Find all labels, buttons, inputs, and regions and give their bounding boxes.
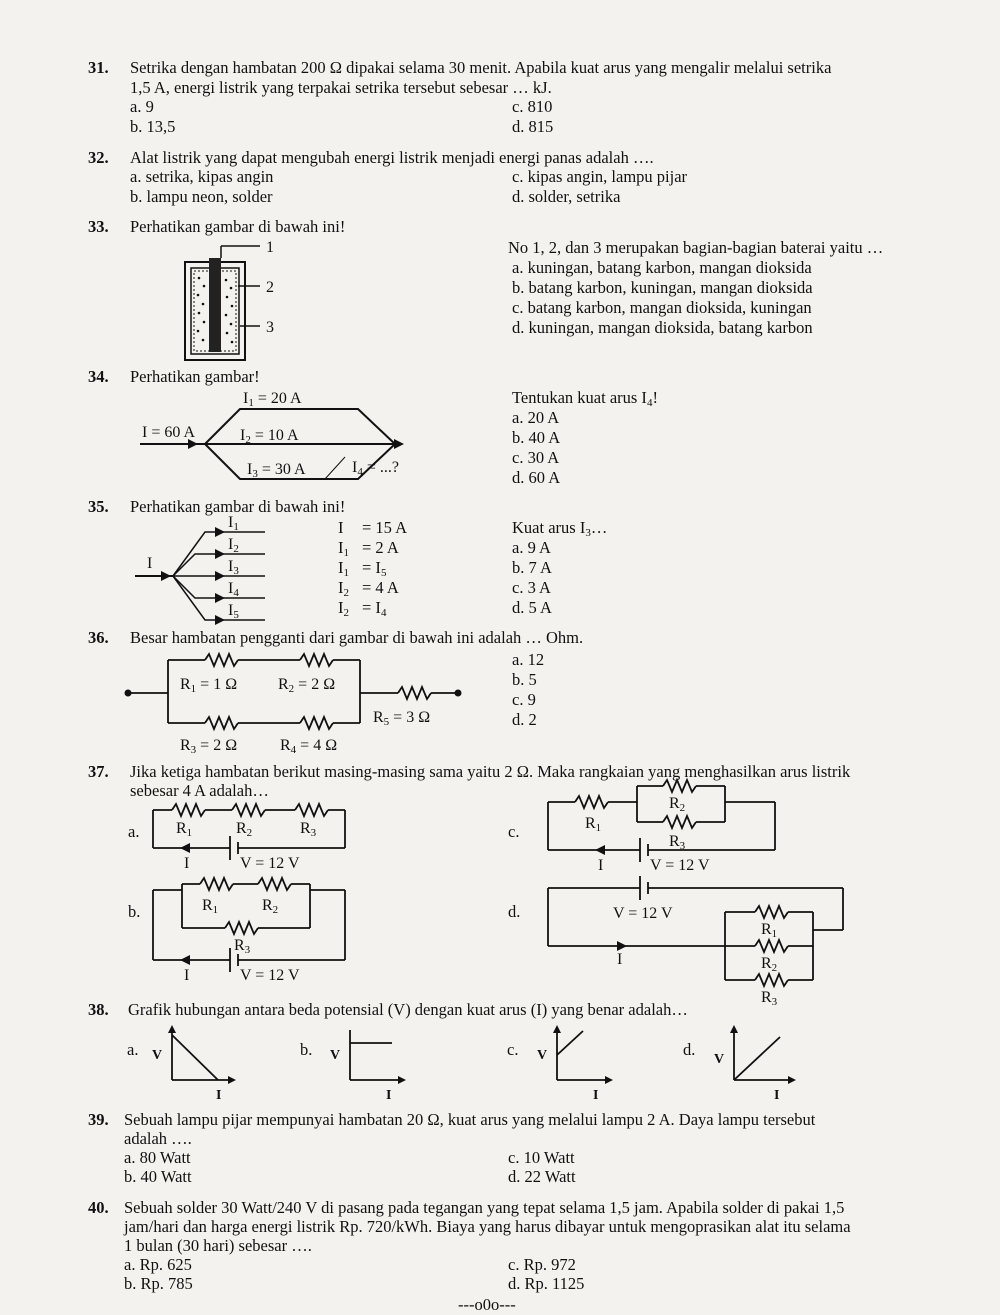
q31-option-d[interactable]: d. 815: [512, 117, 554, 136]
q37d-R3: R: [761, 989, 772, 1006]
svg-text:R5 = 3 Ω: [373, 709, 430, 728]
q34-option-c[interactable]: c. 30 A: [512, 448, 560, 467]
branch-I1: I: [228, 514, 234, 531]
svg-text:I3: [228, 558, 239, 577]
svg-text:R3: [761, 989, 778, 1008]
label-I-main: I: [147, 555, 153, 572]
q33-option-c[interactable]: c. batang karbon, mangan dioksida, kuningan: [512, 298, 812, 317]
q36-option-d[interactable]: d. 2: [512, 710, 537, 729]
branch-I2-sub: 2: [233, 543, 239, 555]
question-33-number: 33.: [88, 217, 109, 236]
branch-I4: I: [228, 580, 234, 597]
svg-text:R2: [236, 820, 252, 839]
q37b-R3: R: [234, 937, 245, 954]
q33-option-a[interactable]: a. kuningan, batang karbon, mangan dioksida: [512, 258, 812, 277]
question-34-number: 34.: [88, 367, 109, 386]
q37-option-b[interactable]: b.: [128, 902, 141, 921]
label-R2: R: [278, 676, 289, 693]
q38a-I: I: [216, 1088, 222, 1103]
current-junction-diagram: [140, 385, 420, 490]
q37c-circuit[interactable]: [545, 782, 780, 877]
q37c-R1: R: [585, 815, 596, 832]
q37b-V: V = 12 V: [240, 967, 300, 984]
q34-option-d[interactable]: d. 60 A: [512, 468, 561, 487]
q38d-I: I: [774, 1088, 780, 1103]
q38-option-d[interactable]: d.: [683, 1040, 696, 1059]
q37d-V: V = 12 V: [613, 905, 673, 922]
question-32-text: Alat listrik yang dapat mengubah energi listrik menjadi energi panas adalah ….: [130, 148, 654, 167]
svg-text:R3 = 2 Ω: [180, 737, 237, 756]
label-I1-value: = 20 A: [253, 390, 302, 407]
q37a-R2-sub: 2: [246, 827, 253, 839]
svg-text:I1 = 20 A: [243, 390, 302, 409]
q38b-I: I: [386, 1088, 392, 1103]
question-39-text: Sebuah lampu pijar mempunyai hambatan 20 Ω, kuat arus yang melalui lampu 2 A. Daya lampu tersebut: [124, 1110, 816, 1129]
label-R4: R: [280, 737, 291, 754]
q38d-V: V: [714, 1052, 725, 1067]
svg-text:R3: [234, 937, 251, 956]
q37c-R3: R: [669, 833, 680, 850]
q37a-circuit[interactable]: [150, 800, 350, 875]
q32-option-a[interactable]: a. setrika, kipas angin: [130, 167, 274, 186]
svg-text:R1: [585, 815, 601, 834]
svg-text:I3 = 30 A: [247, 461, 306, 480]
q37d-circuit[interactable]: [545, 878, 850, 1008]
label-I2-value: = 10 A: [250, 427, 299, 444]
q37b-R2: R: [262, 897, 273, 914]
q37d-I: I: [617, 951, 623, 968]
label-I1-sub: 1: [248, 397, 254, 409]
svg-text:R2: [761, 955, 777, 974]
label-I4-sub: 4: [357, 466, 363, 478]
svg-text:I1: [228, 514, 239, 533]
q37b-R1-sub: 1: [212, 904, 219, 916]
question-40-number: 40.: [88, 1198, 109, 1217]
question-32-number: 32.: [88, 148, 109, 167]
q35-option-a[interactable]: a. 9 A: [512, 538, 551, 557]
q37a-R3: R: [300, 820, 311, 837]
svg-text:R2: [669, 795, 685, 814]
q37c-R2: R: [669, 795, 680, 812]
q37d-R1-sub: 1: [771, 928, 778, 940]
branch-I3-sub: 3: [233, 565, 239, 577]
q37a-V: V = 12 V: [240, 855, 300, 872]
svg-text:R1: [761, 921, 777, 940]
label-R4-value: = 4 Ω: [296, 737, 338, 754]
battery-label-3: 3: [266, 319, 274, 336]
branch-I4-sub: 4: [233, 587, 239, 599]
resistor-network-diagram: [120, 648, 480, 758]
q40-option-d[interactable]: d. Rp. 1125: [508, 1274, 585, 1293]
question-34-text: Perhatikan gambar!: [130, 367, 260, 386]
q37d-R3-sub: 3: [771, 996, 778, 1008]
label-R2-value: = 2 Ω: [294, 676, 336, 693]
label-I3-sub: 3: [252, 468, 258, 480]
svg-text:R4 = 4 Ω: [280, 737, 337, 756]
given-4: $I_2$ = 4 A: [338, 578, 399, 599]
label-R5-value: = 3 Ω: [389, 709, 431, 726]
question-38-text: Grafik hubungan antara beda potensial (V) dengan kuat arus (I) yang benar adalah…: [128, 1000, 688, 1019]
q37c-R2-sub: 2: [679, 802, 686, 814]
given-2: $I_1$ = 2 A: [338, 538, 399, 559]
question-35-side-text: Kuat arus $I_3\dots$: [512, 518, 608, 539]
q37b-R1: R: [202, 897, 213, 914]
question-39-text-2: adalah ….: [124, 1129, 192, 1148]
page-footer: ---o0o---: [458, 1295, 516, 1314]
q35-option-b[interactable]: b. 7 A: [512, 558, 552, 577]
label-R2-sub: 2: [288, 683, 295, 695]
q37a-R1-sub: 1: [186, 827, 193, 839]
q39-option-b[interactable]: b. 40 Watt: [124, 1167, 192, 1186]
svg-text:R1: [202, 897, 218, 916]
q40-option-c[interactable]: c. Rp. 972: [508, 1255, 576, 1274]
q37b-R2-sub: 2: [272, 904, 279, 916]
label-R3: R: [180, 737, 191, 754]
q37b-circuit[interactable]: [150, 880, 350, 985]
q32-option-d[interactable]: d. solder, setrika: [512, 187, 621, 206]
q38c-I: I: [593, 1088, 599, 1103]
q38-option-a[interactable]: a.: [127, 1040, 139, 1059]
q37c-R1-sub: 1: [595, 822, 602, 834]
label-I-total: I = 60 A: [142, 424, 196, 441]
q33-option-d[interactable]: d. kuningan, mangan dioksida, batang karbon: [512, 318, 813, 337]
question-40-text-2: jam/hari dan harga energi listrik Rp. 720/kWh. Biaya yang harus dibayar untuk mengoprasikan alat itu selama: [124, 1217, 851, 1236]
q37-option-a[interactable]: a.: [128, 822, 140, 841]
branch-current-diagram: [135, 510, 275, 625]
q37a-R3-sub: 3: [310, 827, 317, 839]
q33-option-b[interactable]: b. batang karbon, kuningan, mangan dioksida: [512, 278, 813, 297]
q38d-graph[interactable]: [712, 1025, 802, 1103]
question-40-text: Sebuah solder 30 Watt/240 V di pasang pada tegangan yang tepat selama 1,5 jam. Apabila solder di pakai 1,5: [124, 1198, 845, 1217]
question-35-text: Perhatikan gambar di bawah ini!: [130, 497, 346, 516]
question-31-text: Setrika dengan hambatan 200 Ω dipakai selama 30 menit. Apabila kuat arus yang mengalir melalui setrika: [130, 58, 832, 77]
svg-text:I4: [228, 580, 239, 599]
q38b-graph[interactable]: [330, 1025, 420, 1103]
q39-option-d[interactable]: d. 22 Watt: [508, 1167, 576, 1186]
q35-option-d[interactable]: d. 5 A: [512, 598, 552, 617]
given-3: $I_1$ = $I_5$: [338, 558, 387, 579]
label-R5-sub: 5: [383, 716, 390, 728]
q37c-V: V = 12 V: [650, 857, 710, 874]
q40-option-b[interactable]: b. Rp. 785: [124, 1274, 193, 1293]
question-36-text: Besar hambatan pengganti dari gambar di bawah ini adalah … Ohm.: [130, 628, 584, 647]
question-34-side-text: Tentukan kuat arus $I_4$!: [512, 388, 658, 409]
question-33-text: Perhatikan gambar di bawah ini!: [130, 217, 346, 236]
q36-option-a[interactable]: a. 12: [512, 650, 545, 669]
branch-I5-sub: 5: [233, 609, 239, 621]
label-R5: R: [373, 709, 384, 726]
q37a-I: I: [184, 855, 190, 872]
branch-I5: I: [228, 602, 234, 619]
svg-text:R1: [176, 820, 192, 839]
label-R1-value: = 1 Ω: [196, 676, 238, 693]
svg-text:R3: [300, 820, 317, 839]
battery-label-2: 2: [266, 279, 274, 296]
label-R3-sub: 3: [190, 744, 197, 756]
q40-option-a[interactable]: a. Rp. 625: [124, 1255, 192, 1274]
svg-text:I2: [228, 536, 239, 555]
branch-I2: I: [228, 536, 234, 553]
question-39-number: 39.: [88, 1110, 109, 1129]
q37d-R2-sub: 2: [771, 962, 778, 974]
label-I3: I: [247, 461, 253, 478]
q34-option-b[interactable]: b. 40 A: [512, 428, 561, 447]
branch-I3: I: [228, 558, 234, 575]
q37a-R2: R: [236, 820, 247, 837]
label-I2-sub: 2: [245, 434, 251, 446]
q37-option-c[interactable]: c.: [508, 822, 520, 841]
q36-option-b[interactable]: b. 5: [512, 670, 537, 689]
q37b-I: I: [184, 967, 190, 984]
label-R1: R: [180, 676, 191, 693]
svg-text:I2 = 10 A: [240, 427, 299, 446]
q38c-graph[interactable]: [537, 1025, 627, 1103]
question-38-number: 38.: [88, 1000, 109, 1019]
given-1: I = 15 A: [338, 518, 408, 537]
question-33-side-text: No 1, 2, dan 3 merupakan bagian-bagian baterai yaitu …: [508, 238, 884, 257]
q37d-R1: R: [761, 921, 772, 938]
question-36-number: 36.: [88, 628, 109, 647]
q38-option-c[interactable]: c.: [507, 1040, 519, 1059]
question-31-text-2: 1,5 A, energi listrik yang terpakai setrika tersebut sebesar … kJ.: [130, 78, 552, 97]
given-5: $I_2$ = $I_4$: [338, 598, 387, 619]
branch-I1-sub: 1: [233, 521, 239, 533]
question-37-text-2: sebesar 4 A adalah…: [130, 781, 269, 800]
q38b-V: V: [330, 1048, 341, 1063]
q38a-graph[interactable]: [150, 1025, 240, 1103]
label-R4-sub: 4: [290, 744, 297, 756]
q31-option-c[interactable]: c. 810: [512, 97, 553, 116]
svg-text:R2: [262, 897, 278, 916]
label-I2: I: [240, 427, 246, 444]
svg-text:I4 = ...?: [352, 459, 399, 478]
question-37-number: 37.: [88, 762, 109, 781]
q36-option-c[interactable]: c. 9: [512, 690, 536, 709]
question-37-text: Jika ketiga hambatan berikut masing-masing sama yaitu 2 Ω. Maka rangkaian yang menghasilkan arus listrik: [130, 762, 851, 781]
label-I4: I: [352, 459, 358, 476]
svg-text:R3: [669, 833, 686, 852]
label-I3-value: = 30 A: [257, 461, 306, 478]
label-R1-sub: 1: [190, 683, 197, 695]
q32-option-b[interactable]: b. lampu neon, solder: [130, 187, 273, 206]
label-I1: I: [243, 390, 249, 407]
q38a-V: V: [152, 1048, 163, 1063]
q32-option-c[interactable]: c. kipas angin, lampu pijar: [512, 167, 688, 186]
question-40-text-3: 1 bulan (30 hari) sebesar ….: [124, 1236, 312, 1255]
q37a-R1: R: [176, 820, 187, 837]
q37d-R2: R: [761, 955, 772, 972]
q38c-V: V: [537, 1048, 548, 1063]
q31-option-a[interactable]: a. 9: [130, 97, 154, 116]
q37c-I: I: [598, 857, 604, 874]
q38-option-b[interactable]: b.: [300, 1040, 313, 1059]
question-35-number: 35.: [88, 497, 109, 516]
battery-diagram: [180, 238, 300, 363]
svg-text:I5: [228, 602, 239, 621]
battery-label-1: 1: [266, 239, 274, 256]
label-R3-value: = 2 Ω: [196, 737, 238, 754]
q31-option-b[interactable]: b. 13,5: [130, 117, 176, 136]
q39-option-c[interactable]: c. 10 Watt: [508, 1148, 575, 1167]
q35-option-c[interactable]: c. 3 A: [512, 578, 551, 597]
svg-text:R2 = 2 Ω: [278, 676, 335, 695]
q39-option-a[interactable]: a. 80 Watt: [124, 1148, 191, 1167]
q34-option-a[interactable]: a. 20 A: [512, 408, 560, 427]
svg-text:R1 = 1 Ω: [180, 676, 237, 695]
question-31-number: 31.: [88, 58, 109, 77]
q37-option-d[interactable]: d.: [508, 902, 521, 921]
q37c-R3-sub: 3: [679, 840, 686, 852]
q37b-R3-sub: 3: [244, 944, 251, 956]
label-I4-value: = ...?: [362, 459, 399, 476]
